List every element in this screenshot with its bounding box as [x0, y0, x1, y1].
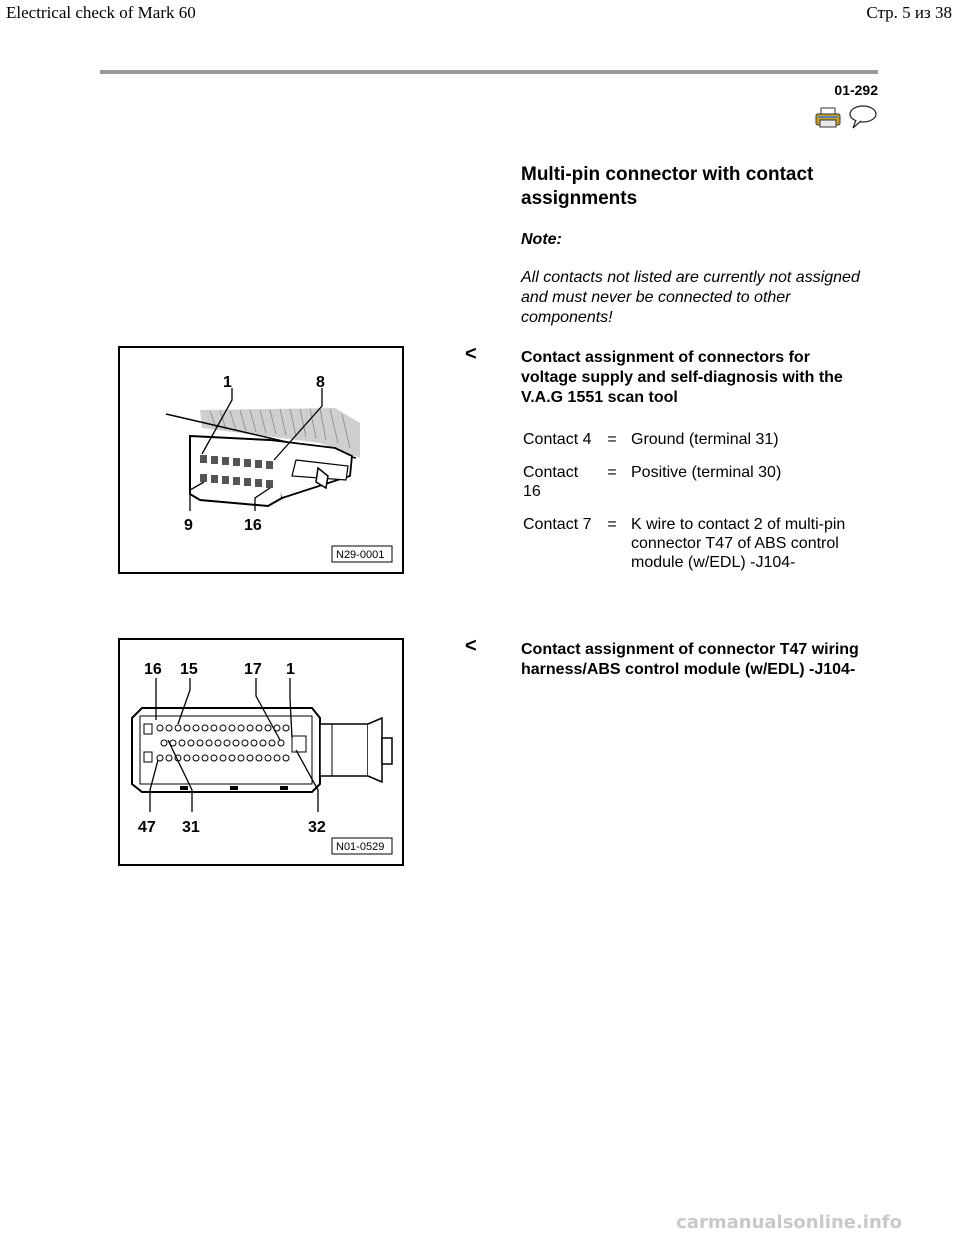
contact-desc: K wire to contact 2 of multi-pin connector T47 of ABS control module (w/EDL) -J104- [631, 516, 846, 571]
contact-desc: Ground (terminal 31) [631, 431, 779, 448]
contact-name: Contact 16 [523, 464, 579, 500]
contact-desc: Positive (terminal 30) [631, 464, 782, 481]
table-row [523, 430, 861, 463]
header-rule [100, 70, 878, 74]
print-icon[interactable] [815, 107, 841, 129]
contact-eq: = [607, 431, 617, 448]
callout-1: 1 [286, 661, 295, 678]
table-row [523, 463, 861, 515]
page-code: 01-292 [834, 82, 878, 98]
section2-title: Contact assignment of connector T47 wiring harness/ABS control module (w/EDL) -J104- [521, 641, 859, 678]
figure-code-n01: N01-0529 [336, 841, 385, 853]
callout-47: 47 [138, 819, 156, 836]
contact-eq: = [607, 464, 617, 481]
contact-name: Contact 7 [523, 516, 592, 533]
footer-watermark: carmanualsonline.info [676, 1212, 902, 1233]
figure-code-n29: N29-0001 [336, 549, 385, 561]
contact-name: Contact 4 [523, 431, 592, 448]
callout-32: 32 [308, 819, 326, 836]
note-label: Note: [521, 231, 562, 248]
bullet-arrow-icon: < [465, 343, 477, 365]
callout-15: 15 [180, 661, 198, 678]
callout-9: 9 [184, 517, 193, 534]
note-text: All contacts not listed are currently not assigned and must never be connected to other components! [521, 269, 860, 326]
section1-title: Contact assignment of connectors for voltage supply and self-diagnosis with the V.A.G 1551 scan tool [521, 349, 843, 406]
header-title: Electrical check of Mark 60 [6, 3, 196, 22]
callout-16: 16 [244, 517, 262, 534]
callout-17: 17 [244, 661, 262, 678]
callout-31: 31 [182, 819, 200, 836]
callout-1: 1 [223, 374, 232, 391]
bullet-arrow-icon: < [465, 635, 477, 657]
header-page-info: Стр. 5 из 38 [866, 3, 952, 22]
figure-t47-connector [118, 638, 404, 866]
contacts-table [523, 430, 861, 586]
callout-16: 16 [144, 661, 162, 678]
speech-bubble-icon[interactable] [848, 104, 878, 130]
page-title: Multi-pin connector with contact assignments [521, 164, 814, 209]
callout-8: 8 [316, 374, 325, 391]
figure-diagnostic-connector [118, 346, 404, 574]
table-row [523, 515, 861, 586]
contact-eq: = [607, 516, 617, 533]
